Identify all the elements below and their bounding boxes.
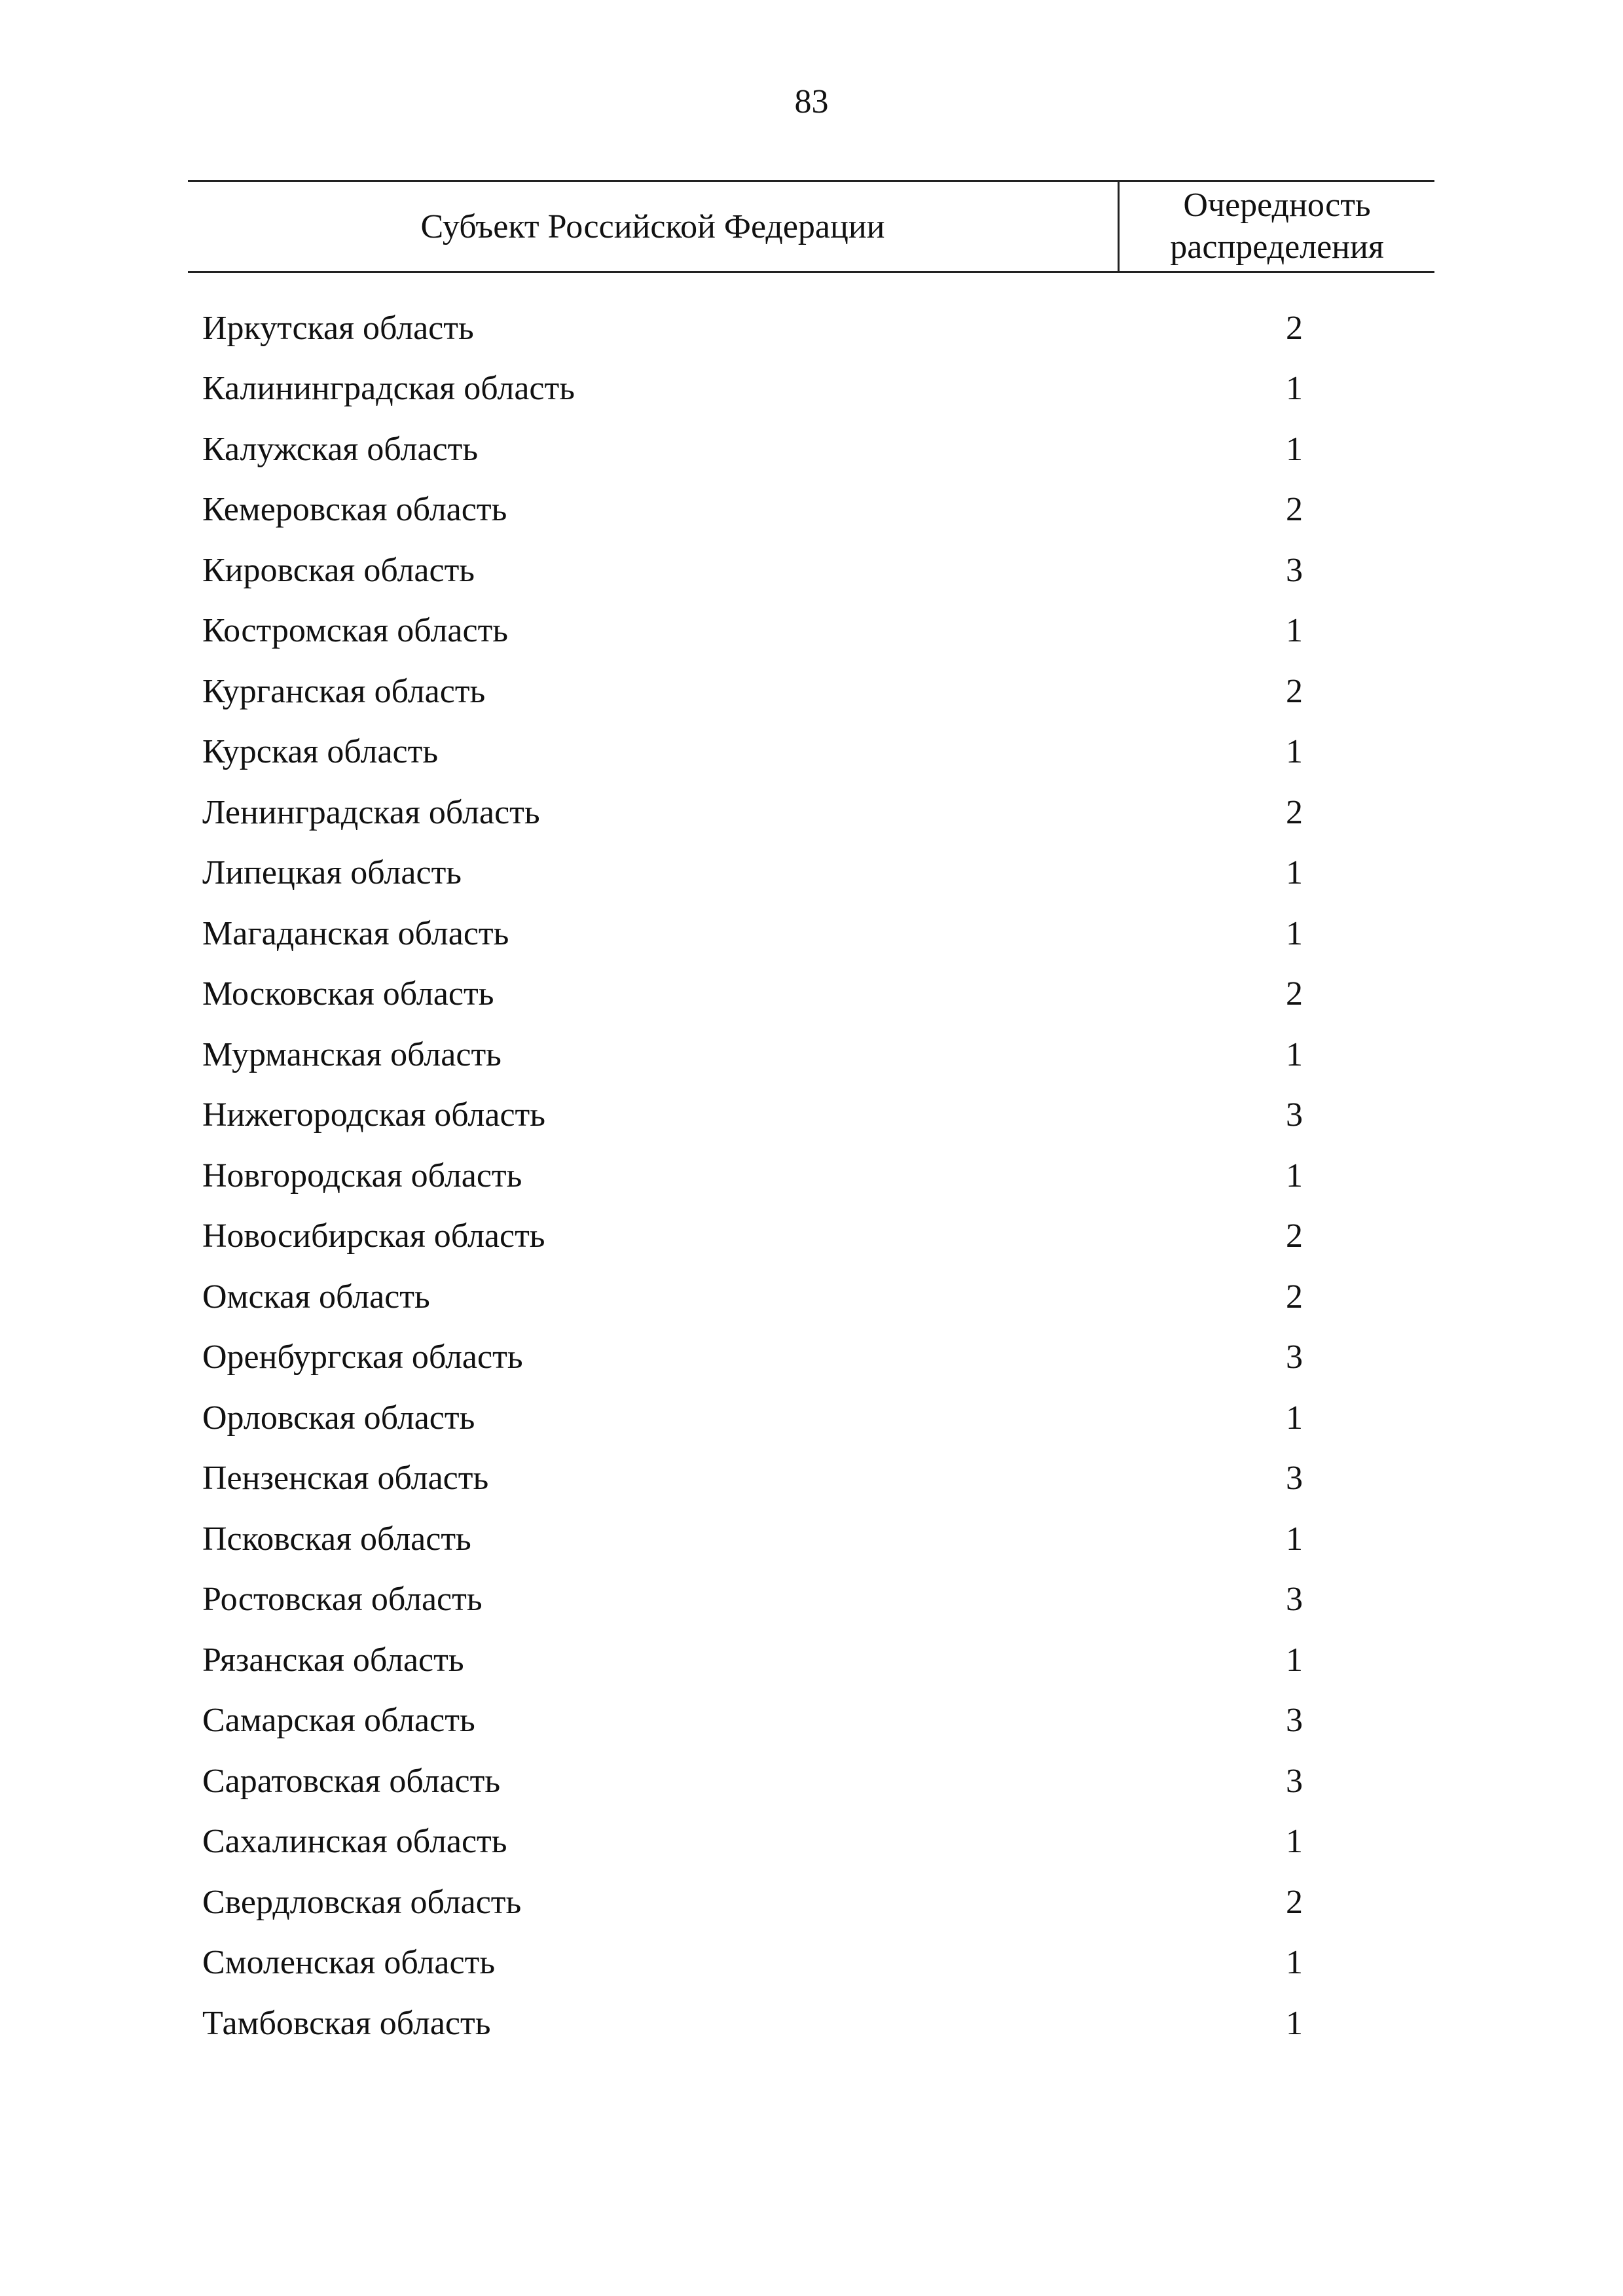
- region-name: Ростовская область: [202, 1581, 483, 1619]
- table-row: [188, 1266, 1434, 1327]
- distribution-order: 3: [1286, 1096, 1303, 1134]
- region-name: Калужская область: [202, 430, 479, 468]
- region-name: Липецкая область: [202, 854, 462, 892]
- distribution-order: 2: [1286, 672, 1303, 710]
- region-name: Орловская область: [202, 1399, 475, 1437]
- header-order-line1: Очередность: [1183, 187, 1371, 224]
- distribution-order: 1: [1286, 370, 1303, 408]
- region-name: Калининградская область: [202, 370, 575, 408]
- table-row: [188, 964, 1434, 1025]
- header-order-line2: распределения: [1170, 228, 1384, 266]
- region-name: Курганская область: [202, 672, 486, 710]
- distribution-order: 1: [1286, 1520, 1303, 1558]
- distribution-order: 3: [1286, 551, 1303, 589]
- region-name: Новгородская область: [202, 1157, 522, 1194]
- distribution-order: 1: [1286, 1944, 1303, 1982]
- table-row: [188, 903, 1434, 964]
- table-row: [188, 1933, 1434, 1994]
- region-name: Московская область: [202, 975, 494, 1013]
- region-name: Ленинградская область: [202, 793, 540, 831]
- distribution-order: 1: [1286, 1823, 1303, 1861]
- distribution-order: 1: [1286, 1399, 1303, 1437]
- distribution-table: [188, 180, 1434, 2042]
- distribution-order: 1: [1286, 1035, 1303, 1073]
- region-name: Тамбовская область: [202, 2004, 491, 2042]
- table-row: [188, 298, 1434, 359]
- header-order: [1120, 182, 1434, 271]
- table-body: [188, 298, 1434, 2054]
- table-row: [188, 782, 1434, 843]
- distribution-order: 1: [1286, 914, 1303, 952]
- table-row: [188, 601, 1434, 662]
- distribution-order: 2: [1286, 491, 1303, 529]
- distribution-order: 3: [1286, 1338, 1303, 1376]
- table-row: [188, 480, 1434, 541]
- table-row: [188, 1509, 1434, 1570]
- region-name: Сахалинская область: [202, 1823, 507, 1861]
- distribution-order: 3: [1286, 1581, 1303, 1619]
- table-row: [188, 540, 1434, 601]
- region-name: Свердловская область: [202, 1883, 522, 1921]
- distribution-order: 1: [1286, 612, 1303, 650]
- table-row: [188, 1145, 1434, 1206]
- region-name: Самарская область: [202, 1702, 475, 1740]
- region-name: Курская область: [202, 733, 439, 771]
- distribution-order: 1: [1286, 2004, 1303, 2042]
- distribution-order: 3: [1286, 1762, 1303, 1800]
- table-row: [188, 1448, 1434, 1509]
- region-name: Смоленская область: [202, 1944, 496, 1982]
- table-header: [188, 180, 1434, 273]
- table-row: [188, 722, 1434, 783]
- distribution-order: 1: [1286, 430, 1303, 468]
- region-name: Рязанская область: [202, 1641, 464, 1679]
- region-name: Пензенская область: [202, 1460, 489, 1498]
- region-name: Магаданская область: [202, 914, 509, 952]
- table-row: [188, 1630, 1434, 1691]
- table-row: [188, 1751, 1434, 1812]
- distribution-order: 1: [1286, 1641, 1303, 1679]
- header-subject: Субъект Российской Федерации: [420, 207, 885, 245]
- region-name: Омская область: [202, 1278, 430, 1316]
- page-number: 83: [794, 83, 829, 120]
- region-name: Иркутская область: [202, 309, 474, 347]
- region-name: Псковская область: [202, 1520, 471, 1558]
- region-name: Новосибирская область: [202, 1217, 545, 1255]
- distribution-order: 1: [1286, 733, 1303, 771]
- region-name: Кировская область: [202, 551, 475, 589]
- table-row: [188, 1085, 1434, 1146]
- region-name: Оренбургская область: [202, 1338, 523, 1376]
- distribution-order: 1: [1286, 854, 1303, 892]
- region-name: Мурманская область: [202, 1035, 501, 1073]
- table-row: [188, 1388, 1434, 1448]
- distribution-order: 2: [1286, 1883, 1303, 1921]
- table-row: [188, 1872, 1434, 1933]
- distribution-order: 1: [1286, 1157, 1303, 1194]
- table-row: [188, 359, 1434, 420]
- table-row: [188, 843, 1434, 904]
- table-row: [188, 1024, 1434, 1085]
- region-name: Кемеровская область: [202, 491, 507, 529]
- distribution-order: 2: [1286, 793, 1303, 831]
- distribution-order: 2: [1286, 975, 1303, 1013]
- table-row: [188, 661, 1434, 722]
- table-row: [188, 1812, 1434, 1873]
- table-row: [188, 1206, 1434, 1267]
- distribution-order: 2: [1286, 1278, 1303, 1316]
- table-row: [188, 1993, 1434, 2054]
- table-row: [188, 419, 1434, 480]
- region-name: Нижегородская область: [202, 1096, 545, 1134]
- distribution-order: 2: [1286, 1217, 1303, 1255]
- region-name: Саратовская область: [202, 1762, 501, 1800]
- table-row: [188, 1691, 1434, 1751]
- table-row: [188, 1327, 1434, 1388]
- region-name: Костромская область: [202, 612, 509, 650]
- distribution-order: 3: [1286, 1460, 1303, 1498]
- distribution-order: 3: [1286, 1702, 1303, 1740]
- table-row: [188, 1570, 1434, 1630]
- distribution-order: 2: [1286, 309, 1303, 347]
